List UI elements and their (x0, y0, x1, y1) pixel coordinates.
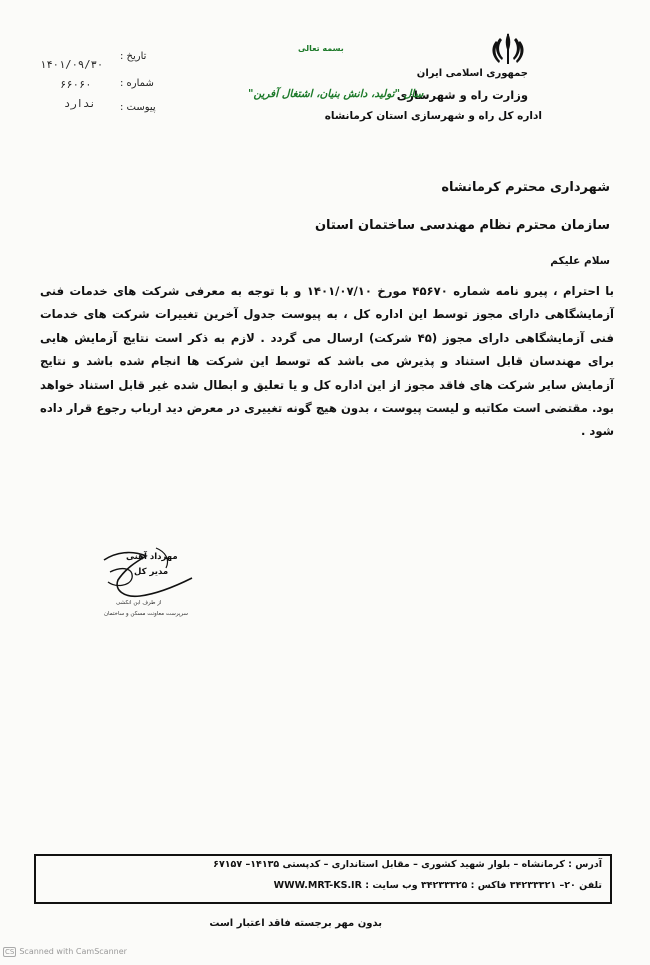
iran-emblem-icon (488, 30, 528, 68)
attachment-label: پیوست : (120, 102, 156, 113)
signatory-title: مدیر کل (134, 567, 169, 577)
bismillah-text: بسمه تعالی (298, 44, 344, 53)
scanner-watermark (3, 947, 127, 957)
letter-body (40, 280, 614, 444)
footer-address: آدرس : کرمانشاه – بلوار شهید کشوری – مقابل استانداری – کدپستی ۱۴۱۳۵– ۶۷۱۵۷ (213, 859, 602, 870)
date-label: تاریخ : (120, 51, 147, 62)
scanner-watermark-text: Scanned with CamScanner (19, 947, 127, 956)
signatory-name: مهرداد آهنی (126, 552, 178, 562)
attachment-value: ندارد (64, 98, 96, 110)
number-value: ۶۶۰۶۰ (60, 79, 92, 91)
greeting: سلام علیکم (550, 255, 610, 267)
signature-position: سرپرست معاونت مسکن و ساختمان (104, 611, 189, 617)
org-line-country: جمهوری اسلامی ایران (416, 68, 528, 79)
addressee-municipality: شهرداری محترم کرمانشاه (441, 180, 610, 195)
signature-on-behalf: از طرف ابن انکشی (116, 600, 162, 606)
year-motto: سال "تولید، دانش بنیان، اشتغال آفرین" (248, 88, 424, 100)
stamp-validity-note: بدون مهر برجسته فاقد اعتبار است (209, 918, 382, 929)
org-line-department: اداره کل راه و شهرسازی استان کرمانشاه (324, 110, 542, 122)
addressee-engineering-org: سازمان محترم نظام مهندسی ساختمان استان (314, 218, 610, 233)
date-value: ۱۴۰۱/۰۹/۳۰ (40, 59, 104, 71)
footer-contact: تلفن ۲۰– ۳۴۲۳۳۳۲۱ فاکس : ۳۴۲۳۳۳۲۵ وب سایت : WWW.MRT-KS.IR (273, 880, 602, 891)
number-label: شماره : (120, 78, 154, 89)
camscanner-icon: CS (5, 948, 15, 956)
org-line-ministry: وزارت راه و شهرسازی (396, 88, 528, 102)
letter-body-text: با احترام ، پیرو نامه شماره ۴۵۶۷۰ مورخ ۱۴۰۱/۰۷/۱۰ و با توجه به معرفی شرکت های خدمات فنی آزمایشگاهی دارای مجوز توسط این اداره کل ، به پیوست جدول آخرین تغییرات شرکت های خدمات فنی آزمایشگاهی دارای مجوز (۴۵ شرکت) ارسال می گردد . لازم به ذکر است نتایج آزمایش هایی برای مهندسان قابل استناد و پذیرش می باشد که توسط این شرکت ها انجام شده باشد و نتایج آزمایش سایر شرکت های فاقد مجوز از این اداره کل و یا تعلیق و ابطال شده غیر قابل استناد خواهد بود. مقتضی است مکاتبه و لیست پیوست ، بدون هیچ گونه تغییری در معرض دید ارباب رجوع قرار داده شود . (40, 284, 614, 439)
